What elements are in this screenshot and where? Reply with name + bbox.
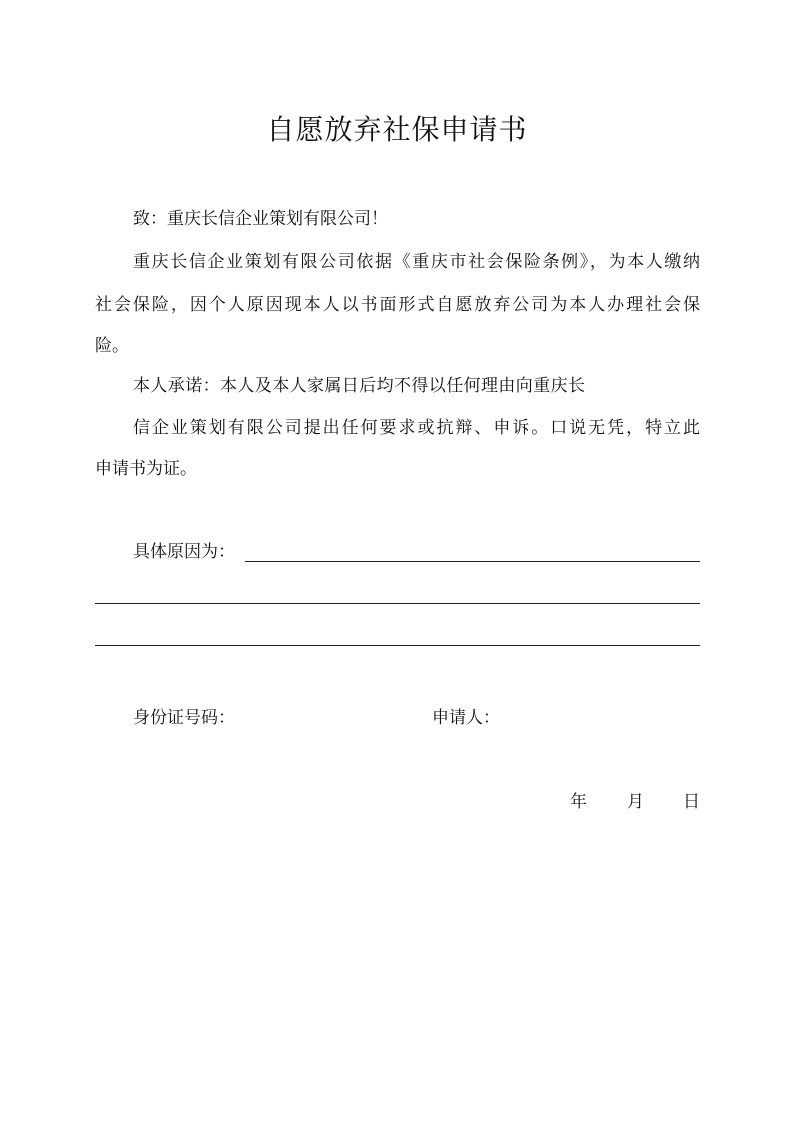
paragraph1-line3: 险。 [95, 336, 129, 356]
salutation: 致：重庆长信企业策划有限公司！ [133, 209, 388, 229]
paragraph2-line3: 申请书为证。 [95, 459, 197, 479]
paragraph2-line1: 本人承诺：本人及本人家属日后均不得以任何理由向重庆长 [133, 376, 586, 396]
id-number-label: 身份证号码： [133, 708, 235, 728]
document-title: 自愿放弃社保申请书 [266, 113, 528, 146]
reason-underline-3 [95, 645, 700, 646]
date-day: 日 [683, 792, 700, 812]
date-year: 年 [570, 792, 587, 812]
date-month: 月 [627, 792, 644, 812]
paragraph2-line2: 信企业策划有限公司提出任何要求或抗辩、申诉。口说无凭，特立此 [133, 418, 700, 438]
reason-underline-1 [245, 561, 700, 562]
paragraph1-line1: 重庆长信企业策划有限公司依据《重庆市社会保险条例》，为本人缴纳 [133, 252, 700, 272]
paragraph1-line2: 社会保险，因个人原因现本人以书面形式自愿放弃公司为本人办理社会保 [95, 295, 700, 315]
reason-label: 具体原因为： [133, 542, 235, 562]
applicant-label: 申请人： [432, 708, 500, 728]
reason-underline-2 [95, 603, 700, 604]
